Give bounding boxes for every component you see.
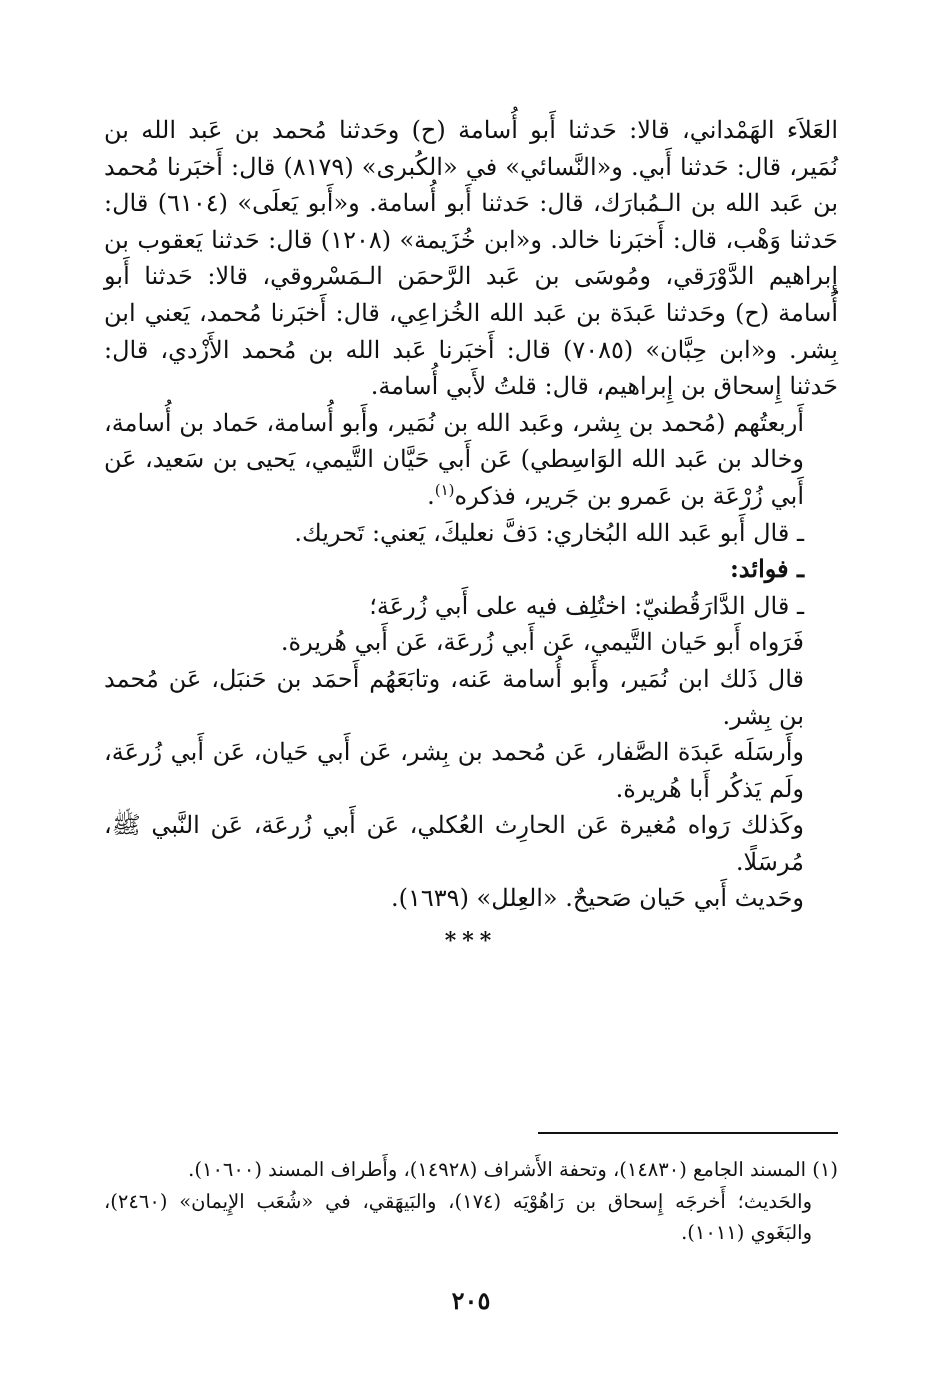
riwaya-1: فَرَواه أَبو حَيان التَّيمي، عَن أَبي زُرعَة، عَن أَبي هُريرة. (280, 628, 804, 657)
bukhari-note: ـ قال أَبو عَبد الله البُخاري: دَفَّ نعليكَ، يَعني: تَحريك. (294, 518, 804, 547)
section-divider-stars: *** (444, 928, 498, 955)
footnote-ref-1[interactable]: (١) (434, 480, 455, 499)
paragraph-arbaatuhum-end: . (427, 481, 435, 510)
footnote-1-continued: والحَديث؛ أَخرجَه إِسحاق بن رَاهُوْيَه (١٧٤)، والبَيهَقي، في «شُعَب الإِيمان» (٢٤٦٠)، والبَغَوي (١٠١١). (104, 1189, 812, 1244)
riwaya-4: وكَذلك رَواه مُغيرة عَن الحارِث العُكلي، عَن أَبي زُرعَة، عَن النَّبي ﷺ، مُرسَلًا. (104, 811, 804, 876)
page-number: ٢٠٥ (451, 1286, 491, 1315)
paragraph-isnad: العَلاَء الهَمْداني، قالا: حَدثنا أَبو أُسامة (ح) وحَدثنا مُحمد بن عَبد الله بن نُمَير، قال: حَدثنا أَبي. و«النَّسائي» في «الكُبرى» (٨١٧٩) قال: أَخبَرنا مُحمد بن عَبد الله بن الـمُبارَك، قال: حَدثنا أَبو أُسامة. و«أَبو يَعلَى» (٦١٠٤) قال: حَدثنا وَهْب، قال: أَخبَرنا خالد. و«ابن خُزَيمة» (١٢٠٨) قال: حَدثنا يَعقوب بن إِبراهيم الدَّوْرَقي، ومُوسَى بن عَبد الرَّحمَن الـمَسْروقي، قالا: حَدثنا أَبو أُسامة (ح) وحَدثنا عَبدَة بن عَبد الله الخُزاعِي، قال: أَخبَرنا مُحمد، يَعني ابن بِشر. و«ابن حِبَّان» (٧٠٨٥) قال: أَخبَرنا عَبد الله بن مُحمد الأَزْدي، قال: حَدثنا إِسحاق بن إِبراهيم، قال: قلتُ لأَبي أُسامة. (104, 116, 839, 401)
paragraph-arbaatuhum (104, 405, 838, 515)
main-text (104, 112, 838, 960)
paragraph-arbaatuhum-text: أَربعتُهم (مُحمد بن بِشر، وعَبد الله بن نُمَير، وأَبو أُسامة، حَماد بن أُسامة، وخالد بن عَبد الله الوَاسِطي) عَن أَبي حَيَّان التَّيمي، يَحيى بن سَعيد، عَن أَبي زُرْعَة بن عَمرو بن جَرير، فذكره (104, 408, 804, 510)
daraqutni-intro: ـ قال الدَّارَقُطنيّ: اختُلِف فيه على أَبي زُرعَة؛ (369, 591, 804, 620)
fawaid-heading: ـ فوائد: (729, 554, 804, 584)
footnote-separator-line (538, 1132, 838, 1134)
footnotes (104, 1154, 838, 1249)
riwaya-2: قال ذَلك ابن نُمَير، وأَبو أُسامة عَنه، وتابَعَهُم أَحمَد بن حَنبَل، عَن مُحمد بن بِشر. (104, 664, 804, 730)
footnote-1: (١) المسند الجامع (١٤٨٣٠)، وتحفة الأَشراف (١٤٩٢٨)، وأَطراف المسند (١٠٦٠٠). (188, 1158, 838, 1181)
riwaya-3: وأَرسَلَه عَبدَة الصَّفار، عَن مُحمد بن بِشر، عَن أَبي حَيان، عَن أَبي زُرعَة، ولَم يَذكُر أَبا هُريرة. (104, 738, 804, 803)
conclusion: وحَديث أَبي حَيان صَحيحٌ. «العِلل» (١٦٣٩). (391, 884, 804, 913)
